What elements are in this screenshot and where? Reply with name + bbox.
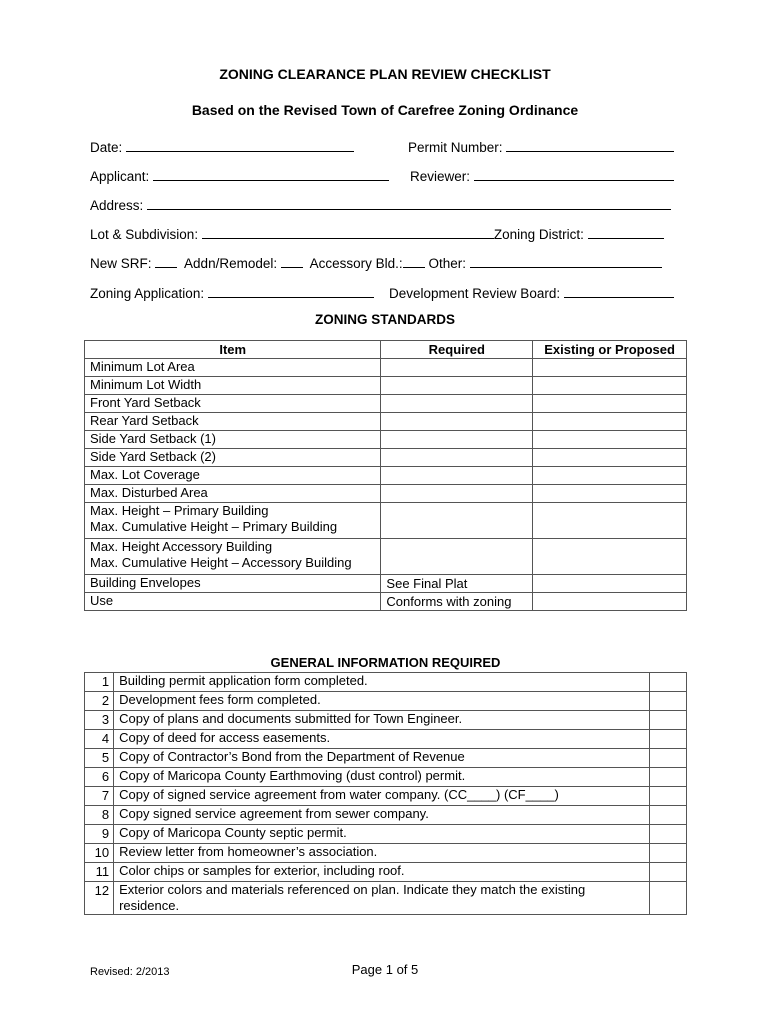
date-blank[interactable] bbox=[126, 138, 354, 152]
item-text-line: Copy of Maricopa County septic permit. bbox=[119, 825, 347, 840]
item-number: 9 bbox=[85, 825, 114, 844]
table-row bbox=[85, 449, 687, 467]
list-item bbox=[85, 692, 687, 711]
check-cell[interactable] bbox=[649, 787, 686, 806]
item-text bbox=[114, 673, 650, 692]
item-number: 11 bbox=[85, 863, 114, 882]
existing-proposed-cell[interactable] bbox=[533, 377, 687, 395]
check-cell[interactable] bbox=[649, 844, 686, 863]
required-cell[interactable] bbox=[381, 413, 533, 431]
list-item bbox=[85, 882, 687, 915]
page-title: ZONING CLEARANCE PLAN REVIEW CHECKLIST bbox=[219, 66, 551, 82]
check-cell[interactable] bbox=[649, 882, 686, 915]
column-header-required: Required bbox=[381, 341, 533, 359]
item-label: Max. Cumulative Height – Accessory Building bbox=[90, 555, 352, 570]
item-cell bbox=[85, 467, 381, 485]
table-row bbox=[85, 539, 687, 575]
applicant-blank[interactable] bbox=[153, 167, 389, 181]
item-number: 5 bbox=[85, 749, 114, 768]
existing-proposed-cell[interactable] bbox=[533, 449, 687, 467]
table-row bbox=[85, 503, 687, 539]
zoning-application-blank[interactable] bbox=[208, 284, 374, 298]
item-number: 8 bbox=[85, 806, 114, 825]
existing-proposed-cell[interactable] bbox=[533, 413, 687, 431]
general-info-heading: GENERAL INFORMATION REQUIRED bbox=[85, 654, 687, 673]
item-label: Front Yard Setback bbox=[90, 395, 201, 410]
item-text-line: Building permit application form completed. bbox=[119, 673, 368, 688]
project-type-field[interactable] bbox=[90, 254, 662, 271]
required-cell[interactable]: Conforms with zoning bbox=[381, 593, 533, 611]
item-label: Building Envelopes bbox=[90, 575, 201, 590]
item-number: 7 bbox=[85, 787, 114, 806]
required-cell[interactable] bbox=[381, 431, 533, 449]
item-label: Max. Lot Coverage bbox=[90, 467, 200, 482]
revised-date: Revised: 2/2013 bbox=[90, 966, 170, 978]
existing-proposed-cell[interactable] bbox=[533, 503, 687, 539]
table-row bbox=[85, 431, 687, 449]
item-label: Max. Cumulative Height – Primary Building bbox=[90, 519, 338, 534]
zoning-application-field[interactable] bbox=[90, 284, 374, 301]
item-text-line: Copy of Maricopa County Earthmoving (dust control) permit. bbox=[119, 768, 466, 783]
existing-proposed-cell[interactable] bbox=[533, 575, 687, 593]
item-label: Use bbox=[90, 593, 114, 608]
item-text-line: Development fees form completed. bbox=[119, 692, 321, 707]
item-text bbox=[114, 711, 650, 730]
reviewer-field[interactable] bbox=[410, 167, 674, 184]
table-row bbox=[85, 593, 687, 611]
date-label: Date: bbox=[90, 140, 123, 155]
item-number: 12 bbox=[85, 882, 114, 915]
check-cell[interactable] bbox=[649, 711, 686, 730]
item-text bbox=[114, 692, 650, 711]
item-number: 4 bbox=[85, 730, 114, 749]
item-text-line: residence. bbox=[119, 898, 180, 913]
item-text-line: Copy of signed service agreement from water company. (CC____) (CF____) bbox=[119, 787, 559, 802]
item-cell bbox=[85, 575, 381, 593]
item-cell bbox=[85, 503, 381, 539]
list-item bbox=[85, 806, 687, 825]
date-field[interactable] bbox=[90, 138, 354, 155]
general-info-header-row bbox=[85, 654, 687, 673]
item-text bbox=[114, 825, 650, 844]
item-text-line: Exterior colors and materials referenced on plan. Indicate they match the existing bbox=[119, 882, 586, 897]
required-cell[interactable]: See Final Plat bbox=[381, 575, 533, 593]
required-cell[interactable] bbox=[381, 539, 533, 575]
lot-subdivision-blank[interactable] bbox=[202, 225, 494, 239]
page-subtitle: Based on the Revised Town of Carefree Zoning Ordinance bbox=[191, 102, 579, 118]
other-blank[interactable] bbox=[470, 254, 662, 268]
item-text bbox=[114, 730, 650, 749]
check-cell[interactable] bbox=[649, 749, 686, 768]
accessory-bld-label: Accessory Bld.: bbox=[309, 256, 403, 271]
item-text-line: Copy of Contractor’s Bond from the Department of Revenue bbox=[119, 749, 465, 764]
table-row bbox=[85, 467, 687, 485]
item-text-line: Review letter from homeowner’s association. bbox=[119, 844, 378, 859]
item-text bbox=[114, 882, 650, 915]
other-label: Other: bbox=[428, 256, 466, 271]
item-text bbox=[114, 844, 650, 863]
item-number: 6 bbox=[85, 768, 114, 787]
development-review-board-blank[interactable] bbox=[564, 284, 674, 298]
permit-number-label: Permit Number: bbox=[408, 140, 503, 155]
addn-remodel-blank[interactable] bbox=[281, 254, 303, 268]
item-text-line: Copy of deed for access easements. bbox=[119, 730, 331, 745]
list-item bbox=[85, 673, 687, 692]
zoning-district-blank[interactable] bbox=[588, 225, 664, 239]
accessory-bld-blank[interactable] bbox=[403, 254, 425, 268]
item-label: Side Yard Setback (1) bbox=[90, 431, 216, 446]
development-review-board-label: Development Review Board: bbox=[389, 286, 561, 301]
list-item bbox=[85, 711, 687, 730]
check-cell[interactable] bbox=[649, 692, 686, 711]
item-text bbox=[114, 863, 650, 882]
item-label: Max. Height Accessory Building bbox=[90, 539, 273, 554]
existing-proposed-cell[interactable] bbox=[533, 431, 687, 449]
item-number: 2 bbox=[85, 692, 114, 711]
item-label: Max. Height – Primary Building bbox=[90, 503, 269, 518]
required-cell[interactable] bbox=[381, 503, 533, 539]
addn-remodel-label: Addn/Remodel: bbox=[184, 256, 278, 271]
table-row bbox=[85, 485, 687, 503]
table-row bbox=[85, 359, 687, 377]
development-review-board-field[interactable] bbox=[389, 284, 674, 301]
list-item bbox=[85, 844, 687, 863]
item-cell bbox=[85, 539, 381, 575]
existing-proposed-cell[interactable] bbox=[533, 359, 687, 377]
item-label: Side Yard Setback (2) bbox=[90, 449, 216, 464]
item-cell bbox=[85, 449, 381, 467]
list-item bbox=[85, 863, 687, 882]
applicant-field[interactable] bbox=[90, 167, 389, 184]
item-label: Rear Yard Setback bbox=[90, 413, 199, 428]
item-number: 1 bbox=[85, 673, 114, 692]
check-cell[interactable] bbox=[649, 863, 686, 882]
item-text bbox=[114, 749, 650, 768]
item-cell bbox=[85, 431, 381, 449]
existing-proposed-cell[interactable] bbox=[533, 539, 687, 575]
item-cell bbox=[85, 377, 381, 395]
item-text-line: Color chips or samples for exterior, including roof. bbox=[119, 863, 405, 878]
required-cell[interactable] bbox=[381, 467, 533, 485]
table-row bbox=[85, 413, 687, 431]
item-text-line: Copy of plans and documents submitted for Town Engineer. bbox=[119, 711, 463, 726]
new-srf-blank[interactable] bbox=[155, 254, 177, 268]
address-label: Address: bbox=[90, 198, 144, 213]
existing-proposed-cell[interactable] bbox=[533, 467, 687, 485]
check-cell[interactable] bbox=[649, 673, 686, 692]
existing-proposed-cell[interactable] bbox=[533, 395, 687, 413]
required-cell[interactable] bbox=[381, 485, 533, 503]
table-row bbox=[85, 395, 687, 413]
item-cell bbox=[85, 593, 381, 611]
check-cell[interactable] bbox=[649, 825, 686, 844]
page-number: Page 1 of 5 bbox=[351, 962, 419, 977]
list-item bbox=[85, 768, 687, 787]
permit-number-blank[interactable] bbox=[506, 138, 674, 152]
general-information-table bbox=[84, 654, 687, 915]
check-cell[interactable] bbox=[649, 806, 686, 825]
item-cell bbox=[85, 359, 381, 377]
address-field[interactable] bbox=[90, 196, 671, 213]
table-row bbox=[85, 575, 687, 593]
table-row bbox=[85, 377, 687, 395]
zoning-standards-heading: ZONING STANDARDS bbox=[315, 312, 455, 327]
permit-number-field[interactable] bbox=[408, 138, 674, 155]
list-item bbox=[85, 730, 687, 749]
column-header-existing: Existing or Proposed bbox=[533, 341, 687, 359]
item-text bbox=[114, 806, 650, 825]
required-cell[interactable] bbox=[381, 359, 533, 377]
check-cell[interactable] bbox=[649, 730, 686, 749]
item-cell bbox=[85, 413, 381, 431]
reviewer-label: Reviewer: bbox=[410, 169, 471, 184]
column-header-item: Item bbox=[85, 341, 381, 359]
item-label: Minimum Lot Area bbox=[90, 359, 195, 374]
check-cell[interactable] bbox=[649, 768, 686, 787]
required-cell[interactable] bbox=[381, 395, 533, 413]
list-item bbox=[85, 787, 687, 806]
lot-subdivision-field[interactable] bbox=[90, 225, 664, 242]
zoning-district-label: Zoning District: bbox=[493, 227, 584, 242]
item-text bbox=[114, 768, 650, 787]
item-number: 3 bbox=[85, 711, 114, 730]
required-cell[interactable] bbox=[381, 377, 533, 395]
zoning-standards-table bbox=[84, 340, 687, 611]
item-text bbox=[114, 787, 650, 806]
address-blank[interactable] bbox=[147, 196, 671, 210]
list-item bbox=[85, 749, 687, 768]
item-cell bbox=[85, 485, 381, 503]
list-item bbox=[85, 825, 687, 844]
reviewer-blank[interactable] bbox=[474, 167, 674, 181]
required-cell[interactable] bbox=[381, 449, 533, 467]
item-label: Minimum Lot Width bbox=[90, 377, 202, 392]
existing-proposed-cell[interactable] bbox=[533, 485, 687, 503]
zoning-application-label: Zoning Application: bbox=[90, 286, 205, 301]
lot-subdivision-label: Lot & Subdivision: bbox=[90, 227, 199, 242]
new-srf-label: New SRF: bbox=[90, 256, 152, 271]
applicant-label: Applicant: bbox=[90, 169, 150, 184]
existing-proposed-cell[interactable] bbox=[533, 593, 687, 611]
item-cell bbox=[85, 395, 381, 413]
item-number: 10 bbox=[85, 844, 114, 863]
item-text-line: Copy signed service agreement from sewer company. bbox=[119, 806, 429, 821]
item-label: Max. Disturbed Area bbox=[90, 485, 208, 500]
